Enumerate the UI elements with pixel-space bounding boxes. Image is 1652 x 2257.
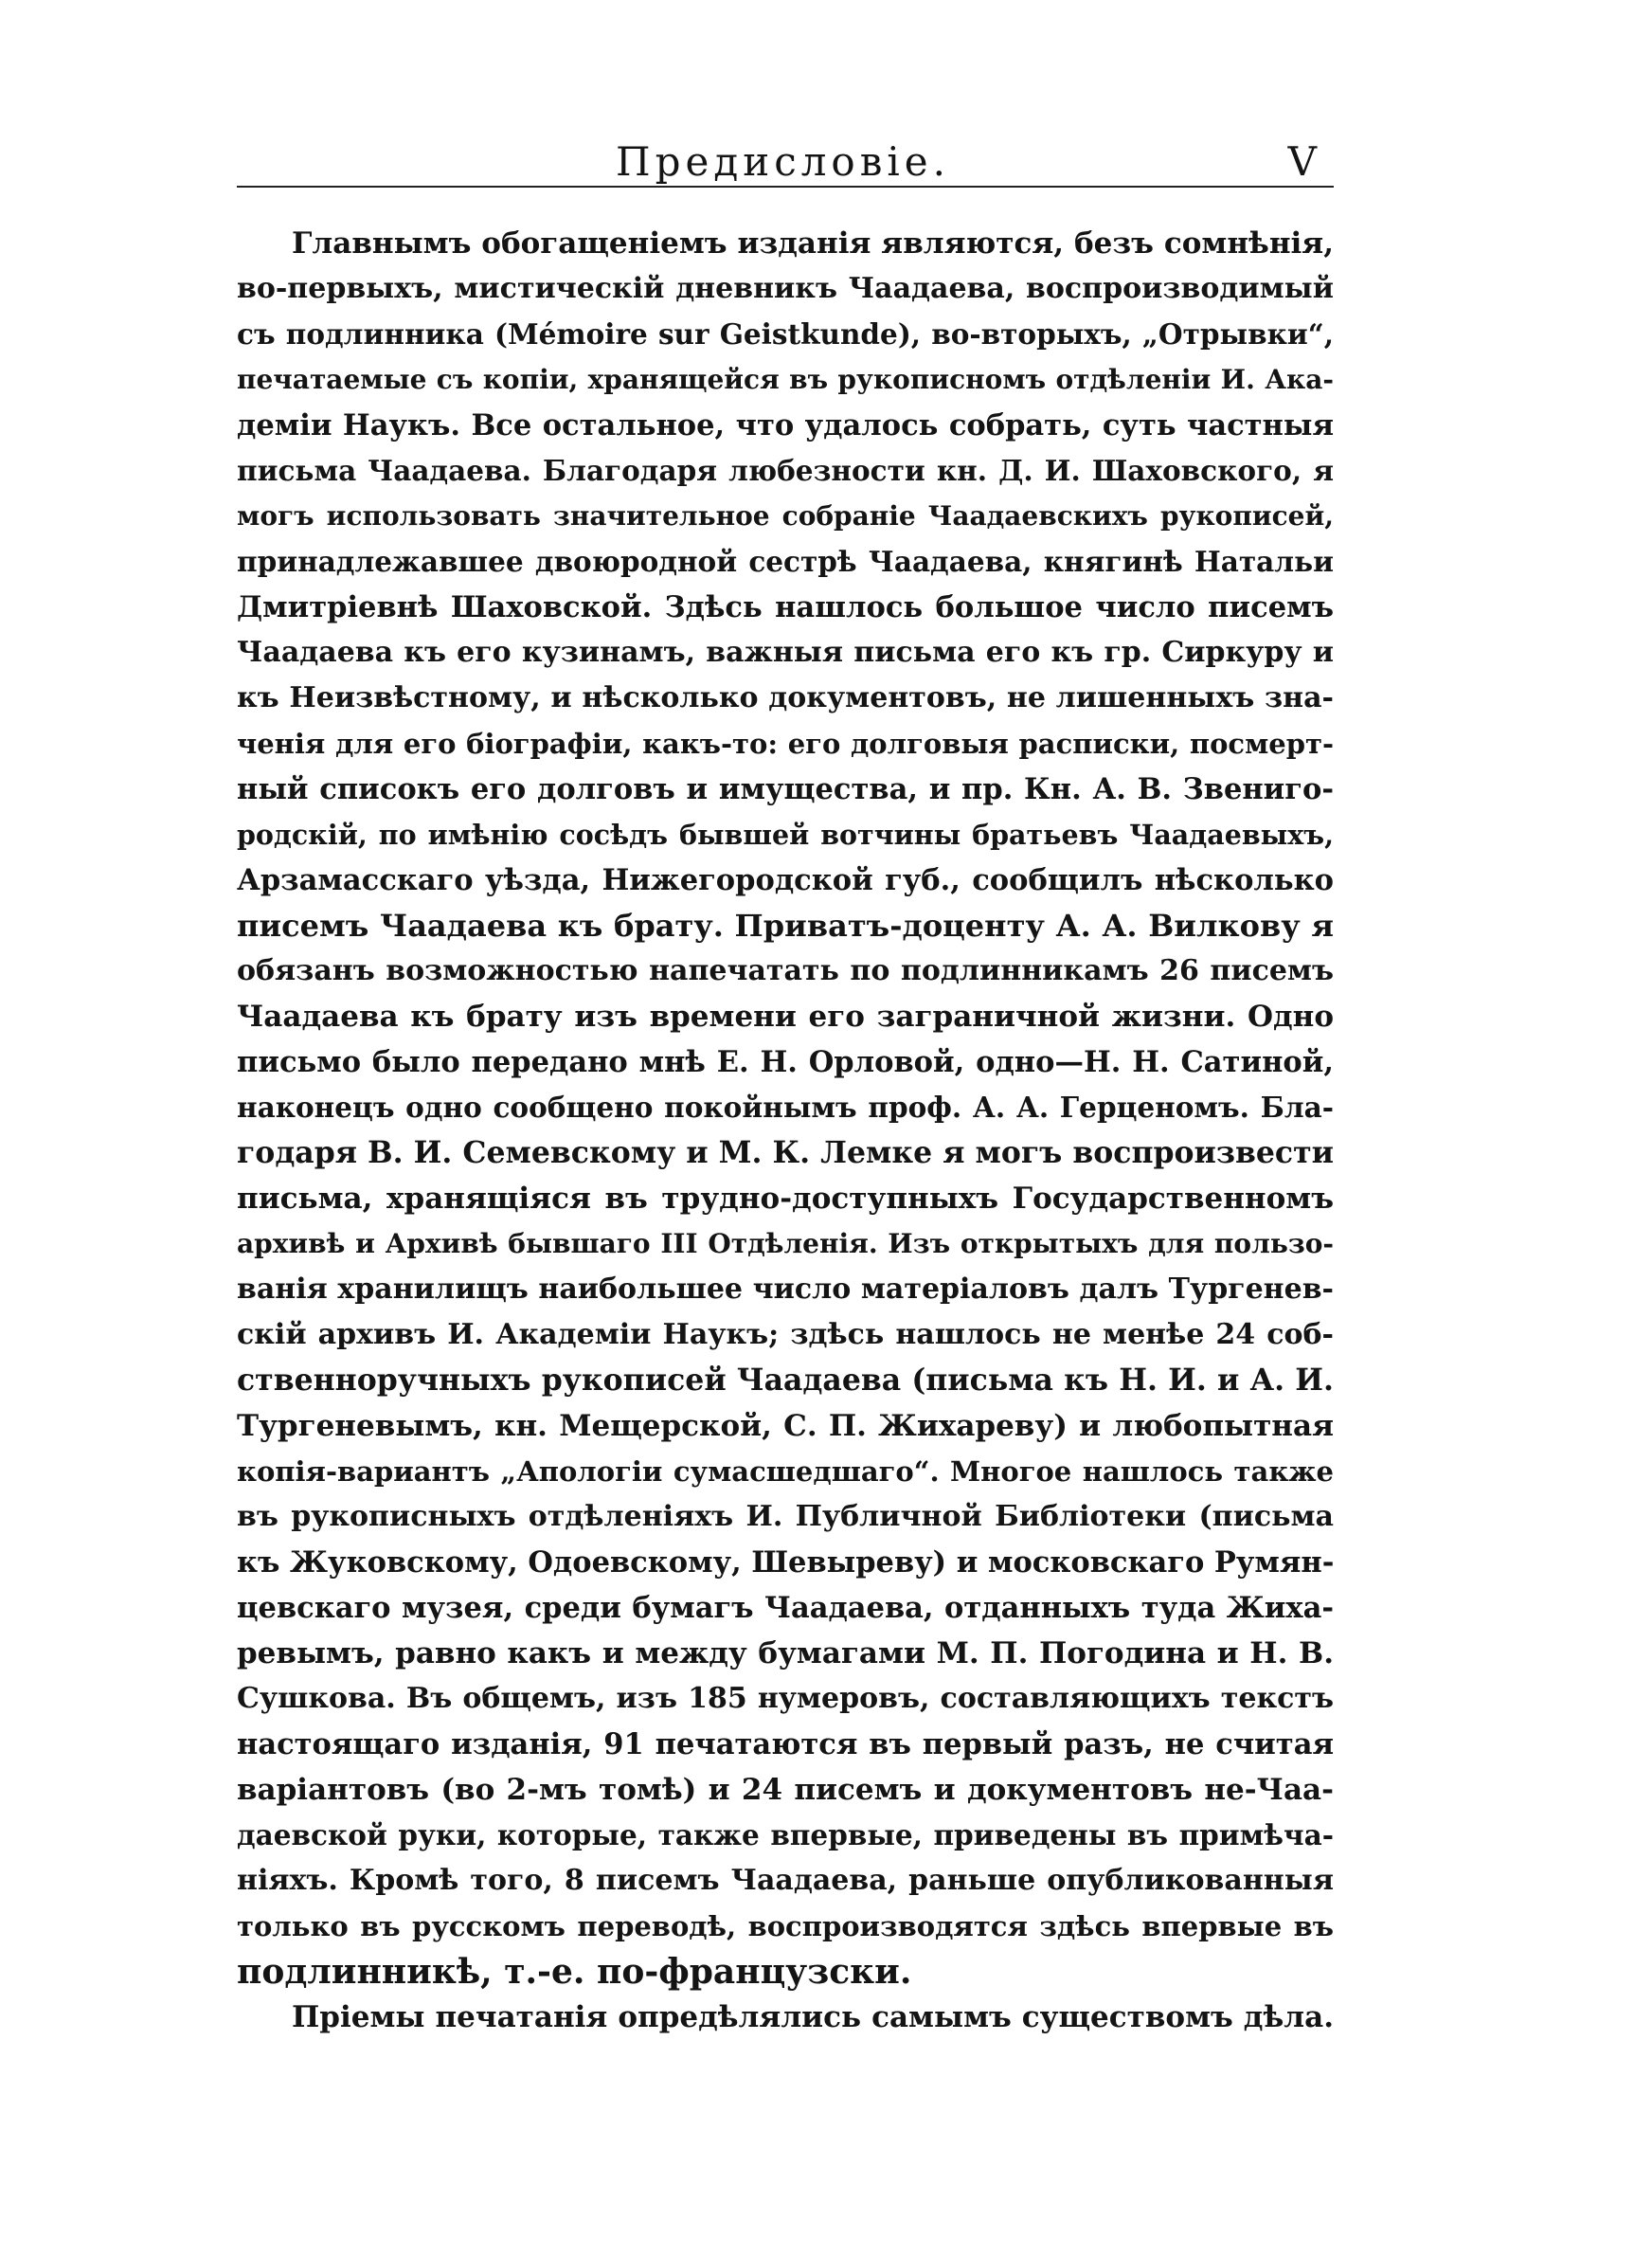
- text-line: письмо было передано мнѣ Е. Н. Орловой, одно—Н. Н. Сатиной,: [237, 1045, 1334, 1079]
- page-header: [237, 133, 1334, 188]
- running-title: Предисловіе.: [616, 138, 950, 185]
- text-line: письма Чаадаева. Благодаря любезности кн. Д. И. Шаховского, я: [237, 454, 1334, 487]
- text-line: Главнымъ обогащеніемъ изданія являются, безъ сомнѣнія,: [292, 226, 1334, 261]
- text-line: Чаадаева къ брату изъ времени его заграничной жизни. Одно: [237, 1000, 1334, 1034]
- text-line: архивѣ и Архивѣ бывшаго III Отдѣленія. Изъ открытыхъ для пользо-: [237, 1228, 1334, 1259]
- text-line: ніяхъ. Кромѣ того, 8 писемъ Чаадаева, раньше опубликованныя: [237, 1864, 1334, 1897]
- text-line: могъ использовать значительное собраніе Чаадаевскихъ рукописей,: [237, 500, 1334, 532]
- text-line: наконецъ одно сообщено покойнымъ проф. А. А. Герценомъ. Бла-: [237, 1091, 1334, 1124]
- text-line: къ Неизвѣстному, и нѣсколько документовъ, не лишенныхъ зна-: [237, 681, 1334, 714]
- text-line: даевской руки, которые, также впервые, приведены въ примѣча-: [237, 1818, 1334, 1851]
- text-line: Арзамасскаго уѣзда, Нижегородской губ., сообщилъ нѣсколько: [237, 863, 1334, 897]
- text-line: только въ русскомъ переводѣ, воспроизводятся здѣсь впервые въ: [237, 1910, 1334, 1942]
- text-line: Тургеневымъ, кн. Мещерской, С. П. Жихареву) и любопытная: [237, 1409, 1334, 1443]
- page-number: V: [1287, 138, 1317, 185]
- text-line: письма, хранящіяся въ трудно-доступныхъ Государственномъ: [237, 1182, 1334, 1216]
- text-line: скій архивъ И. Академіи Наукъ; здѣсь нашлось не менѣе 24 соб-: [237, 1318, 1334, 1351]
- text-line: Пріемы печатанія опредѣлялись самымъ существомъ дѣла.: [292, 2000, 1334, 2034]
- text-line: съ подлинника (Mémoire sur Geistkunde), во-вторыхъ, „Отрывки“,: [237, 317, 1334, 351]
- text-line: ственноручныхъ рукописей Чаадаева (письма къ Н. И. и А. И.: [237, 1363, 1334, 1398]
- text-line: Дмитріевнѣ Шаховской. Здѣсь нашлось большое число писемъ: [237, 590, 1334, 624]
- text-line: подлинникѣ, т.-е. по-французски.: [237, 1952, 912, 1992]
- text-line: печатаемые съ копіи, хранящейся въ рукописномъ отдѣленіи И. Ака-: [237, 364, 1334, 395]
- paragraph-2: [237, 1995, 1334, 2040]
- text-line: настоящаго изданія, 91 печатаются въ первый разъ, не считая: [237, 1727, 1334, 1761]
- text-line: ревымъ, равно какъ и между бумагами М. П. Погодина и Н. В.: [237, 1636, 1334, 1670]
- text-line: писемъ Чаадаева къ брату. Приватъ-доценту А. А. Вилкову я: [237, 908, 1334, 944]
- text-line: ванія хранилищъ наибольшее число матеріаловъ далъ Тургенев-: [237, 1273, 1334, 1306]
- text-line: Сушкова. Въ общемъ, изъ 185 нумеровъ, составляющихъ текстъ: [237, 1682, 1334, 1715]
- text-line: варіантовъ (во 2-мъ томѣ) и 24 писемъ и документовъ не-Чаа-: [237, 1773, 1334, 1807]
- text-line: цевскаго музея, среди бумагъ Чаадаева, отданныхъ туда Жиха-: [237, 1591, 1334, 1625]
- text-line: Чаадаева къ его кузинамъ, важныя письма его къ гр. Сиркуру и: [237, 636, 1334, 669]
- text-line: годаря В. И. Семевскому и М. К. Лемке я могъ воспроизвести: [237, 1135, 1334, 1170]
- text-line: принадлежавшее двоюродной сестрѣ Чаадаева, княгинѣ Натальи: [237, 545, 1334, 578]
- text-line: обязанъ возможностью напечатать по подлинникамъ 26 писемъ: [237, 954, 1334, 987]
- body-text: [237, 221, 1334, 2040]
- text-line: копія-вариантъ „Апологіи сумасшедшаго“. Многое нашлось также: [237, 1455, 1334, 1488]
- paragraph-1: [237, 221, 1334, 1995]
- text-line: въ рукописныхъ отдѣленіяхъ И. Публичной Библіотеки (письма: [237, 1500, 1334, 1533]
- text-line: родскій, по имѣнію сосѣдъ бывшей вотчины братьевъ Чаадаевыхъ,: [237, 819, 1334, 851]
- text-line: деміи Наукъ. Все остальное, что удалось собрать, суть частныя: [237, 408, 1334, 442]
- text-line: къ Жуковскому, Одоевскому, Шевыреву) и московскаго Румян-: [237, 1545, 1334, 1580]
- text-line: во-первыхъ, мистическій дневникъ Чаадаева, воспроизводимый: [237, 272, 1334, 305]
- text-line: ный списокъ его долговъ и имущества, и пр. Кн. А. В. Звениго-: [237, 772, 1334, 806]
- text-line: ченія для его біографіи, какъ-то: его долговыя расписки, посмерт-: [237, 728, 1334, 760]
